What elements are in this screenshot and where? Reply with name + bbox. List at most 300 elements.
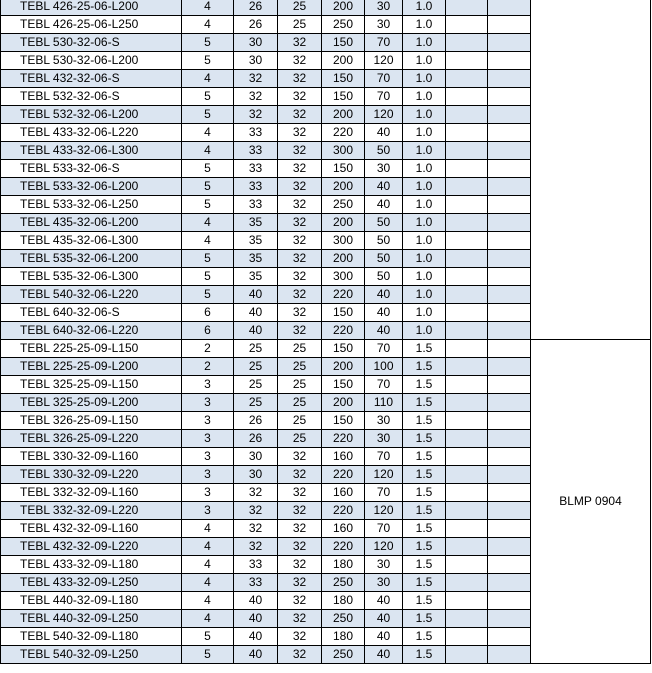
value-cell: 200: [322, 52, 365, 70]
value-cell: 32: [278, 232, 322, 250]
value-cell: 1.0: [403, 268, 446, 286]
value-cell: 150: [322, 340, 365, 358]
model-cell: TEBL 433-32-09-L250: [1, 574, 182, 592]
model-cell: TEBL 426-25-06-L200: [1, 0, 182, 16]
empty-cell: [446, 340, 488, 358]
value-cell: 25: [278, 358, 322, 376]
value-cell: 120: [365, 502, 403, 520]
value-cell: 220: [322, 502, 365, 520]
value-cell: 1.5: [403, 358, 446, 376]
value-cell: 200: [322, 214, 365, 232]
value-cell: 32: [234, 538, 278, 556]
value-cell: 1.0: [403, 178, 446, 196]
empty-cell: [446, 484, 488, 502]
value-cell: 32: [278, 628, 322, 646]
empty-cell: [446, 574, 488, 592]
value-cell: 33: [234, 142, 278, 160]
value-cell: 5: [182, 268, 234, 286]
empty-cell: [446, 196, 488, 214]
value-cell: 150: [322, 160, 365, 178]
empty-cell: [446, 322, 488, 340]
empty-cell: [488, 628, 531, 646]
empty-cell: [488, 304, 531, 322]
empty-cell: [446, 376, 488, 394]
value-cell: 33: [234, 196, 278, 214]
value-cell: 25: [234, 376, 278, 394]
empty-cell: [488, 448, 531, 466]
value-cell: 30: [234, 466, 278, 484]
empty-cell: [488, 394, 531, 412]
value-cell: 32: [278, 142, 322, 160]
value-cell: 32: [278, 214, 322, 232]
value-cell: 1.5: [403, 592, 446, 610]
value-cell: 4: [182, 0, 234, 16]
table-body: [1, 0, 651, 664]
value-cell: 1.5: [403, 412, 446, 430]
value-cell: 220: [322, 430, 365, 448]
value-cell: 1.5: [403, 520, 446, 538]
value-cell: 1.0: [403, 16, 446, 34]
value-cell: 32: [278, 124, 322, 142]
value-cell: 35: [234, 250, 278, 268]
value-cell: 50: [365, 214, 403, 232]
value-cell: 1.0: [403, 0, 446, 16]
value-cell: 32: [278, 574, 322, 592]
value-cell: 25: [278, 376, 322, 394]
empty-cell: [446, 70, 488, 88]
empty-cell: [446, 106, 488, 124]
value-cell: 32: [278, 106, 322, 124]
value-cell: 4: [182, 232, 234, 250]
value-cell: 5: [182, 628, 234, 646]
value-cell: 40: [234, 286, 278, 304]
empty-cell: [446, 268, 488, 286]
value-cell: 30: [365, 574, 403, 592]
empty-cell: [488, 214, 531, 232]
model-cell: TEBL 440-32-09-L250: [1, 610, 182, 628]
value-cell: 5: [182, 88, 234, 106]
empty-cell: [446, 232, 488, 250]
value-cell: 4: [182, 70, 234, 88]
model-cell: TEBL 533-32-06-S: [1, 160, 182, 178]
empty-cell: [488, 16, 531, 34]
value-cell: 40: [365, 628, 403, 646]
value-cell: 250: [322, 196, 365, 214]
model-cell: TEBL 532-32-06-S: [1, 88, 182, 106]
model-cell: TEBL 326-25-09-L150: [1, 412, 182, 430]
empty-cell: [488, 142, 531, 160]
value-cell: 150: [322, 88, 365, 106]
empty-cell: [446, 52, 488, 70]
value-cell: 32: [278, 322, 322, 340]
value-cell: 35: [234, 232, 278, 250]
value-cell: 300: [322, 232, 365, 250]
value-cell: 32: [234, 502, 278, 520]
value-cell: 40: [365, 304, 403, 322]
value-cell: 32: [234, 106, 278, 124]
value-cell: 1.5: [403, 628, 446, 646]
value-cell: 40: [365, 610, 403, 628]
value-cell: 220: [322, 322, 365, 340]
value-cell: 1.0: [403, 106, 446, 124]
value-cell: 200: [322, 178, 365, 196]
value-cell: 33: [234, 124, 278, 142]
value-cell: 5: [182, 646, 234, 664]
model-cell: TEBL 533-32-06-L200: [1, 178, 182, 196]
value-cell: 40: [234, 304, 278, 322]
value-cell: 1.0: [403, 34, 446, 52]
value-cell: 120: [365, 466, 403, 484]
empty-cell: [446, 538, 488, 556]
value-cell: 32: [278, 160, 322, 178]
empty-cell: [488, 0, 531, 16]
empty-cell: [488, 376, 531, 394]
value-cell: 1.5: [403, 556, 446, 574]
value-cell: 4: [182, 592, 234, 610]
value-cell: 30: [365, 412, 403, 430]
value-cell: 250: [322, 574, 365, 592]
value-cell: 120: [365, 106, 403, 124]
empty-cell: [488, 178, 531, 196]
empty-cell: [446, 592, 488, 610]
empty-cell: [446, 88, 488, 106]
value-cell: 5: [182, 196, 234, 214]
empty-cell: [446, 430, 488, 448]
empty-cell: [488, 574, 531, 592]
value-cell: 40: [234, 610, 278, 628]
model-cell: TEBL 640-32-06-S: [1, 304, 182, 322]
value-cell: 6: [182, 304, 234, 322]
value-cell: 150: [322, 412, 365, 430]
empty-cell: [446, 646, 488, 664]
value-cell: 150: [322, 34, 365, 52]
model-cell: TEBL 535-32-06-L300: [1, 268, 182, 286]
value-cell: 32: [278, 178, 322, 196]
empty-cell: [446, 250, 488, 268]
value-cell: 250: [322, 16, 365, 34]
value-cell: 1.5: [403, 340, 446, 358]
model-cell: TEBL 533-32-06-L250: [1, 196, 182, 214]
model-cell: TEBL 432-32-09-L160: [1, 520, 182, 538]
model-cell: TEBL 326-25-09-L220: [1, 430, 182, 448]
empty-cell: [446, 394, 488, 412]
value-cell: 1.0: [403, 70, 446, 88]
model-cell: TEBL 332-32-09-L220: [1, 502, 182, 520]
value-cell: 25: [234, 340, 278, 358]
value-cell: 32: [234, 88, 278, 106]
empty-cell: [488, 538, 531, 556]
empty-cell: [446, 34, 488, 52]
model-cell: TEBL 535-32-06-L200: [1, 250, 182, 268]
value-cell: 32: [278, 88, 322, 106]
empty-cell: [446, 142, 488, 160]
value-cell: 300: [322, 142, 365, 160]
value-cell: 1.0: [403, 52, 446, 70]
empty-cell: [446, 466, 488, 484]
value-cell: 40: [365, 196, 403, 214]
empty-cell: [488, 106, 531, 124]
value-cell: 1.0: [403, 250, 446, 268]
value-cell: 70: [365, 376, 403, 394]
empty-cell: [488, 250, 531, 268]
value-cell: 32: [278, 556, 322, 574]
value-cell: 200: [322, 0, 365, 16]
value-cell: 1.0: [403, 286, 446, 304]
model-cell: TEBL 540-32-09-L250: [1, 646, 182, 664]
value-cell: 25: [234, 358, 278, 376]
value-cell: 40: [365, 322, 403, 340]
empty-cell: [446, 520, 488, 538]
value-cell: 25: [278, 16, 322, 34]
value-cell: 26: [234, 0, 278, 16]
value-cell: 32: [278, 196, 322, 214]
model-cell: TEBL 540-32-09-L180: [1, 628, 182, 646]
value-cell: 5: [182, 178, 234, 196]
empty-cell: [488, 340, 531, 358]
value-cell: 5: [182, 34, 234, 52]
value-cell: 35: [234, 268, 278, 286]
value-cell: 150: [322, 70, 365, 88]
empty-cell: [446, 214, 488, 232]
value-cell: 4: [182, 574, 234, 592]
value-cell: 3: [182, 484, 234, 502]
empty-cell: [446, 160, 488, 178]
value-cell: 32: [278, 646, 322, 664]
value-cell: 1.5: [403, 502, 446, 520]
value-cell: 30: [234, 52, 278, 70]
value-cell: 1.5: [403, 574, 446, 592]
model-cell: TEBL 225-25-09-L150: [1, 340, 182, 358]
model-cell: TEBL 432-32-06-S: [1, 70, 182, 88]
value-cell: 1.0: [403, 124, 446, 142]
value-cell: 1.5: [403, 646, 446, 664]
value-cell: 32: [278, 484, 322, 502]
value-cell: 30: [365, 556, 403, 574]
model-cell: TEBL 433-32-06-L220: [1, 124, 182, 142]
empty-cell: [488, 268, 531, 286]
value-cell: 30: [365, 0, 403, 16]
model-cell: TEBL 332-32-09-L160: [1, 484, 182, 502]
value-cell: 180: [322, 628, 365, 646]
value-cell: 150: [322, 304, 365, 322]
value-cell: 25: [278, 412, 322, 430]
empty-cell: [488, 124, 531, 142]
value-cell: 1.0: [403, 160, 446, 178]
value-cell: 3: [182, 448, 234, 466]
value-cell: 30: [234, 34, 278, 52]
empty-cell: [488, 484, 531, 502]
value-cell: 220: [322, 124, 365, 142]
model-cell: TEBL 640-32-06-L220: [1, 322, 182, 340]
value-cell: 50: [365, 142, 403, 160]
value-cell: 26: [234, 430, 278, 448]
value-cell: 3: [182, 394, 234, 412]
empty-cell: [446, 412, 488, 430]
empty-cell: [446, 124, 488, 142]
value-cell: 4: [182, 538, 234, 556]
insert-cell: [531, 0, 651, 340]
value-cell: 120: [365, 538, 403, 556]
value-cell: 26: [234, 412, 278, 430]
value-cell: 32: [278, 466, 322, 484]
value-cell: 1.5: [403, 466, 446, 484]
value-cell: 5: [182, 286, 234, 304]
insert-cell: BLMP 0904: [531, 340, 651, 664]
value-cell: 4: [182, 556, 234, 574]
value-cell: 32: [278, 34, 322, 52]
value-cell: 32: [278, 304, 322, 322]
empty-cell: [488, 358, 531, 376]
value-cell: 25: [278, 430, 322, 448]
value-cell: 4: [182, 142, 234, 160]
value-cell: 1.0: [403, 232, 446, 250]
model-cell: TEBL 330-32-09-L160: [1, 448, 182, 466]
value-cell: 4: [182, 16, 234, 34]
value-cell: 70: [365, 520, 403, 538]
value-cell: 50: [365, 268, 403, 286]
empty-cell: [488, 412, 531, 430]
empty-cell: [488, 520, 531, 538]
value-cell: 33: [234, 574, 278, 592]
value-cell: 25: [278, 340, 322, 358]
value-cell: 70: [365, 88, 403, 106]
value-cell: 40: [234, 628, 278, 646]
model-cell: TEBL 530-32-06-L200: [1, 52, 182, 70]
value-cell: 200: [322, 394, 365, 412]
empty-cell: [488, 646, 531, 664]
value-cell: 50: [365, 250, 403, 268]
value-cell: 180: [322, 592, 365, 610]
value-cell: 1.5: [403, 376, 446, 394]
value-cell: 25: [278, 0, 322, 16]
value-cell: 160: [322, 448, 365, 466]
value-cell: 32: [278, 538, 322, 556]
value-cell: 32: [278, 592, 322, 610]
empty-cell: [446, 304, 488, 322]
value-cell: 2: [182, 358, 234, 376]
value-cell: 2: [182, 340, 234, 358]
value-cell: 70: [365, 70, 403, 88]
value-cell: 33: [234, 178, 278, 196]
value-cell: 250: [322, 610, 365, 628]
empty-cell: [446, 0, 488, 16]
value-cell: 220: [322, 286, 365, 304]
value-cell: 180: [322, 556, 365, 574]
value-cell: 70: [365, 340, 403, 358]
value-cell: 3: [182, 502, 234, 520]
model-cell: TEBL 440-32-09-L180: [1, 592, 182, 610]
empty-cell: [446, 556, 488, 574]
empty-cell: [488, 610, 531, 628]
value-cell: 5: [182, 160, 234, 178]
model-cell: TEBL 433-32-09-L180: [1, 556, 182, 574]
value-cell: 1.5: [403, 538, 446, 556]
empty-cell: [488, 322, 531, 340]
empty-cell: [488, 286, 531, 304]
value-cell: 40: [365, 178, 403, 196]
value-cell: 32: [278, 286, 322, 304]
value-cell: 1.0: [403, 142, 446, 160]
model-cell: TEBL 435-32-06-L200: [1, 214, 182, 232]
value-cell: 150: [322, 376, 365, 394]
empty-cell: [446, 358, 488, 376]
empty-cell: [446, 610, 488, 628]
empty-cell: [446, 178, 488, 196]
empty-cell: [488, 592, 531, 610]
value-cell: 1.0: [403, 88, 446, 106]
value-cell: 26: [234, 16, 278, 34]
model-cell: TEBL 325-25-09-L150: [1, 376, 182, 394]
value-cell: 5: [182, 52, 234, 70]
value-cell: 160: [322, 520, 365, 538]
value-cell: 1.0: [403, 214, 446, 232]
model-cell: TEBL 530-32-06-S: [1, 34, 182, 52]
value-cell: 3: [182, 430, 234, 448]
empty-cell: [488, 196, 531, 214]
value-cell: 40: [234, 592, 278, 610]
value-cell: 3: [182, 376, 234, 394]
empty-cell: [488, 502, 531, 520]
empty-cell: [446, 16, 488, 34]
value-cell: 3: [182, 412, 234, 430]
value-cell: 32: [234, 520, 278, 538]
value-cell: 32: [278, 520, 322, 538]
empty-cell: [488, 160, 531, 178]
value-cell: 200: [322, 106, 365, 124]
value-cell: 4: [182, 124, 234, 142]
value-cell: 1.5: [403, 430, 446, 448]
empty-cell: [446, 286, 488, 304]
value-cell: 1.5: [403, 610, 446, 628]
value-cell: 32: [234, 70, 278, 88]
value-cell: 4: [182, 610, 234, 628]
value-cell: 1.0: [403, 322, 446, 340]
model-cell: TEBL 432-32-09-L220: [1, 538, 182, 556]
value-cell: 32: [278, 268, 322, 286]
value-cell: 40: [234, 322, 278, 340]
value-cell: 50: [365, 232, 403, 250]
model-cell: TEBL 540-32-06-L220: [1, 286, 182, 304]
value-cell: 70: [365, 34, 403, 52]
value-cell: 40: [365, 286, 403, 304]
value-cell: 4: [182, 214, 234, 232]
value-cell: 33: [234, 556, 278, 574]
value-cell: 4: [182, 520, 234, 538]
value-cell: 300: [322, 268, 365, 286]
value-cell: 110: [365, 394, 403, 412]
value-cell: 40: [365, 124, 403, 142]
value-cell: 40: [365, 592, 403, 610]
value-cell: 35: [234, 214, 278, 232]
value-cell: 32: [234, 484, 278, 502]
value-cell: 250: [322, 646, 365, 664]
value-cell: 1.5: [403, 448, 446, 466]
value-cell: 32: [278, 52, 322, 70]
value-cell: 40: [365, 646, 403, 664]
value-cell: 1.0: [403, 304, 446, 322]
value-cell: 25: [234, 394, 278, 412]
value-cell: 1.0: [403, 196, 446, 214]
value-cell: 100: [365, 358, 403, 376]
value-cell: 32: [278, 448, 322, 466]
value-cell: 25: [278, 394, 322, 412]
model-cell: TEBL 330-32-09-L220: [1, 466, 182, 484]
value-cell: 160: [322, 484, 365, 502]
empty-cell: [488, 232, 531, 250]
empty-cell: [488, 556, 531, 574]
value-cell: 70: [365, 448, 403, 466]
value-cell: 1.5: [403, 394, 446, 412]
